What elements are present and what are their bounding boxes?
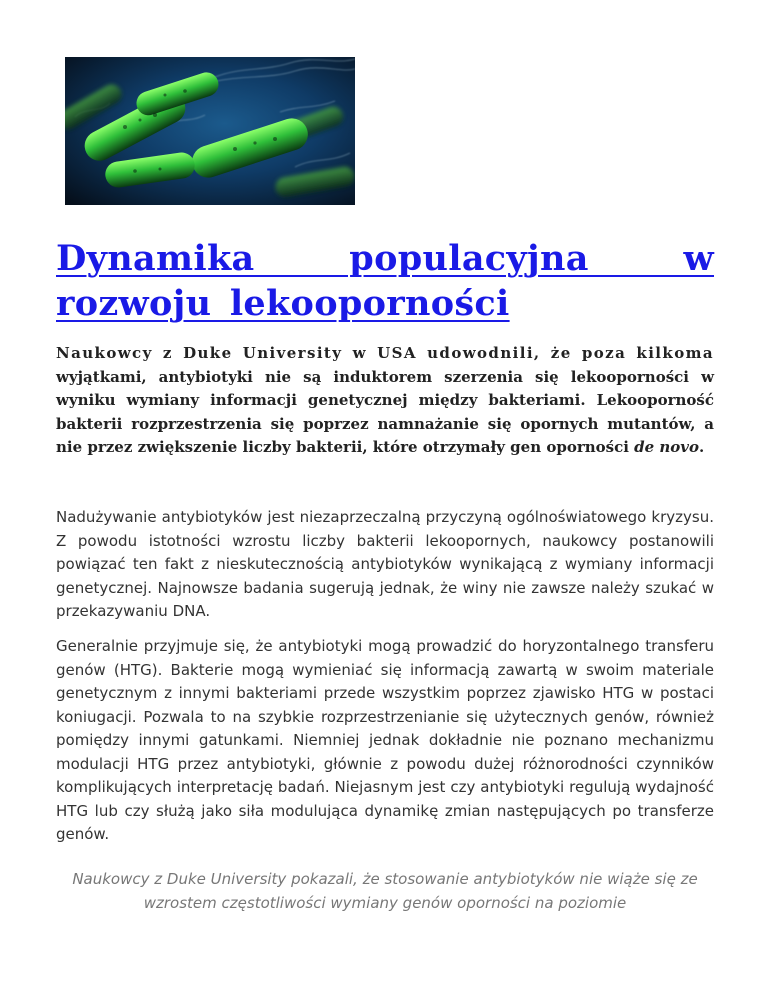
lead-end: . bbox=[699, 438, 705, 456]
bacteria-hero-image bbox=[65, 57, 355, 205]
lead-text: wyjątkami, antybiotyki nie są induktorem szerzenia się lekooporności w wyniku wymiany informacji genetycznej między bakteriami. Lekooporność bakterii rozprzestrzenia się poprzez namnażanie się opornych mutantów, a nie przez zwiększenie liczby bakterii, które otrzymały gen oporności bbox=[56, 367, 714, 456]
lead-italic: de novo bbox=[634, 438, 700, 456]
paragraph-1: Nadużywanie antybiotyków jest niezaprzeczalną przyczyną ogólnoświatowego kryzysu. Z powodu istotności wzrostu liczby bakterii lekoopornych, naukowcy postanowili powiązać ten fakt z nieskutecznością antybiotyków wynikającą z wymiany informacji genetycznej. Najnowsze badania sugerują jednak, że winy nie zawsze należy szukać w przekazywaniu DNA. bbox=[56, 508, 714, 620]
article-lead bbox=[56, 342, 714, 460]
lead-first-part: Naukowcy z Duke University w USA udowodnili, że poza kilkoma bbox=[56, 344, 714, 362]
paragraph-2: Generalnie przyjmuje się, że antybiotyki mogą prowadzić do horyzontalnego transferu genów (HTG). Bakterie mogą wymieniać się informacją zawartą w swoim materiale genetycznym z innymi bakteriami przede wszystkim poprzez zjawisko HTG w postaci koniugacji. Pozwala to na szybkie rozprzestrzenianie się użytecznych genów, również pomiędzy innymi gatunkami. Niemniej jednak dokładnie nie poznano mechanizmu modulacji HTG przez antybiotyki, głównie z powodu dużej różnorodności czynników komplikujących interpretację badań. Niejasnym jest czy antybiotyki regulują wydajność HTG lub czy służą jako siła modulująca dynamikę zmian następujących po transferze genów. bbox=[56, 637, 714, 843]
pull-quote: Naukowcy z Duke University pokazali, że stosowanie antybiotyków nie wiąże się ze wzrostem częstotliwości wymiany genów oporności na poziomie bbox=[72, 870, 698, 912]
article-title bbox=[56, 236, 714, 326]
article-title-link[interactable]: Dynamika populacyjna w rozwoju lekooporności bbox=[56, 238, 714, 324]
